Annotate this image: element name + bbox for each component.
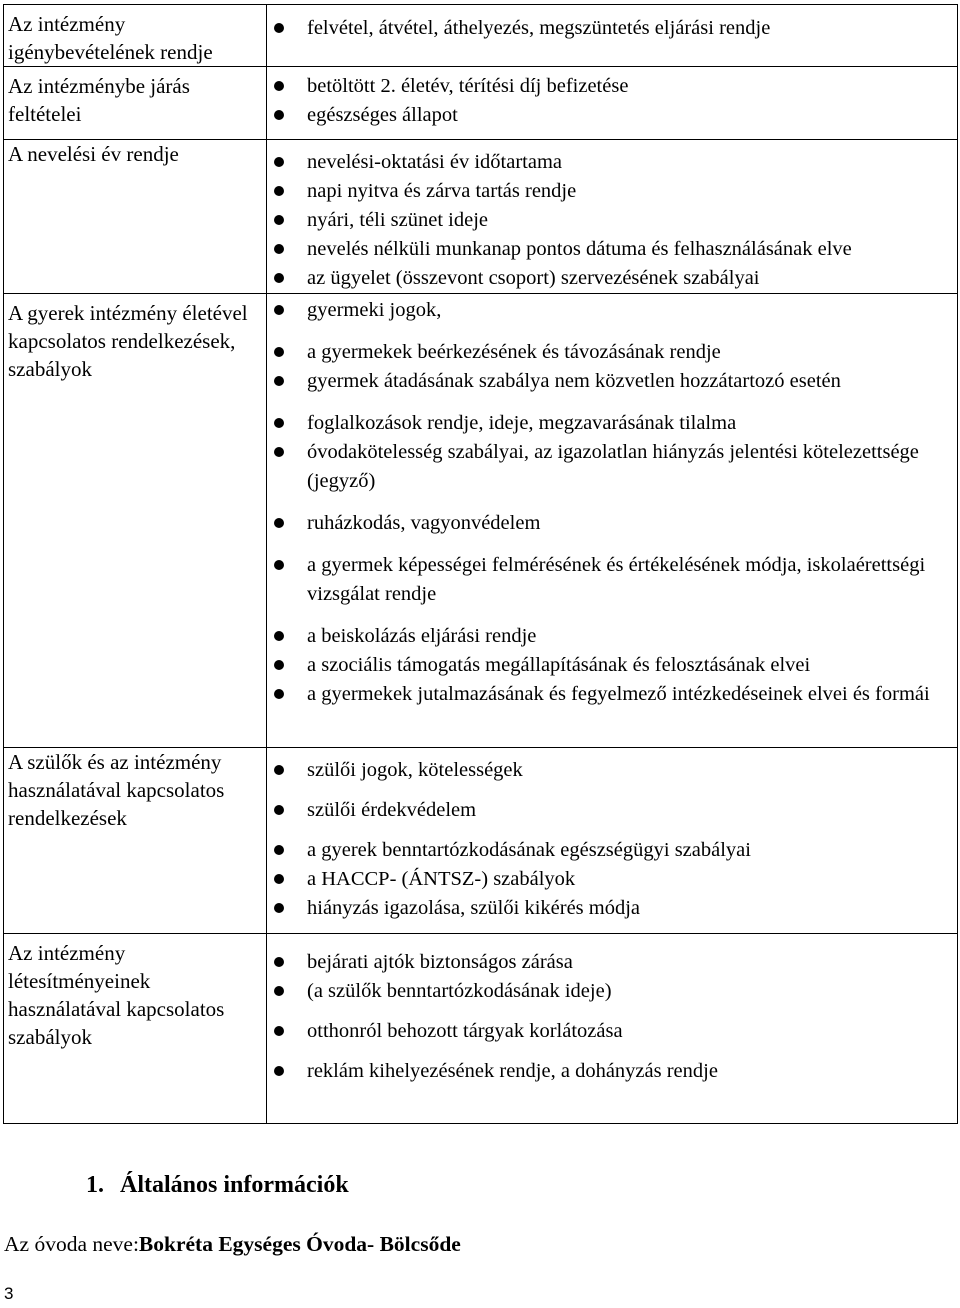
list-item-text: a HACCP- (ÁNTSZ-) szabályok — [307, 868, 576, 890]
list-item — [267, 438, 957, 496]
bullet-icon — [274, 376, 284, 386]
list-item-text: reklám kihelyezésének rendje, a dohányzás rendje — [307, 1060, 718, 1082]
list-item-text: (a szülők benntartózkodásának ideje) — [307, 980, 612, 1002]
group-spacer — [267, 785, 957, 796]
list-item — [267, 551, 957, 609]
bullet-icon — [274, 560, 284, 570]
list-item-text: szülői érdekvédelem — [307, 799, 477, 821]
bullet-group — [267, 948, 957, 1006]
bullet-icon — [274, 957, 284, 967]
bullet-group — [267, 620, 957, 709]
row-label: A nevelési év rendje — [4, 140, 267, 294]
bullet-icon — [274, 1066, 284, 1076]
group-spacer — [267, 396, 957, 407]
section-number: 1. — [86, 1172, 104, 1198]
list-item-text: bejárati ajtók biztonságos zárása — [307, 951, 573, 973]
list-item — [267, 148, 957, 177]
list-item — [267, 177, 957, 206]
bullet-icon — [274, 631, 284, 641]
bullet-group — [267, 67, 957, 130]
list-item — [267, 680, 957, 709]
bullet-icon — [274, 244, 284, 254]
bullet-icon — [274, 660, 284, 670]
list-item-text: felvétel, átvétel, áthelyezés, megszüntetés eljárási rendje — [307, 17, 771, 39]
list-item — [267, 622, 957, 651]
bullet-icon — [274, 110, 284, 120]
group-spacer — [267, 496, 957, 507]
row-label: Az intézménybe járás feltételei — [4, 67, 267, 140]
bullet-icon — [274, 157, 284, 167]
list-item — [267, 865, 957, 894]
table-row — [4, 748, 958, 934]
list-item — [267, 409, 957, 438]
group-spacer — [267, 538, 957, 549]
row-label: Az intézmény létesítményeinek használatával kapcsolatos szabályok — [4, 934, 267, 1124]
bullet-icon — [274, 874, 284, 884]
list-item-text: a gyermekek beérkezésének és távozásának rendje — [307, 341, 721, 363]
row-label: Az intézmény igénybevételének rendje — [4, 5, 267, 67]
list-item-text: a gyermekek jutalmazásának és fegyelmező intézkedéseinek elvei és formái — [307, 683, 930, 705]
group-spacer — [267, 1046, 957, 1057]
bullet-icon — [274, 23, 284, 33]
list-item-text: a szociális támogatás megállapításának és felosztásának elvei — [307, 654, 811, 676]
school-name-line — [4, 1232, 461, 1257]
bullet-group — [267, 407, 957, 496]
list-item — [267, 235, 957, 264]
list-item-text: egészséges állapot — [307, 104, 458, 126]
table-row — [4, 294, 958, 748]
list-item-text: a gyermek képességei felmérésének és értékelésének módja, iskolaérettségi vizsgálat rendje — [307, 554, 926, 605]
group-spacer — [267, 609, 957, 620]
list-item-text: gyermek átadásának szabálya nem közvetlen hozzátartozó esetén — [307, 370, 841, 392]
bullet-group — [267, 836, 957, 923]
bullet-icon — [274, 273, 284, 283]
list-item-text: a gyerek benntartózkodásának egészségügyi szabályai — [307, 839, 751, 861]
row-items — [267, 140, 958, 294]
list-item — [267, 264, 957, 293]
list-item — [267, 1057, 957, 1086]
row-items — [267, 5, 958, 67]
list-item — [267, 756, 957, 785]
bullet-group — [267, 507, 957, 538]
list-item-text: otthonról behozott tárgyak korlátozása — [307, 1020, 623, 1042]
list-item — [267, 796, 957, 825]
bullet-group — [267, 549, 957, 609]
bullet-icon — [274, 845, 284, 855]
row-items — [267, 748, 958, 934]
table-row — [4, 140, 958, 294]
row-label: A szülők és az intézmény használatával kapcsolatos rendelkezések — [4, 748, 267, 934]
bullet-icon — [274, 903, 284, 913]
bullet-icon — [274, 1026, 284, 1036]
table-row — [4, 934, 958, 1124]
bullet-group — [267, 756, 957, 785]
school-name-value: Bokréta Egységes Óvoda- Bölcsőde — [138, 1232, 461, 1256]
list-item-text: óvodakötelesség szabályai, az igazolatlan hiányzás jelentési kötelezettsége (jegyző) — [307, 441, 919, 492]
bullet-group — [267, 1017, 957, 1046]
list-item-text: nevelési-oktatási év időtartama — [307, 151, 563, 173]
list-item-text: nevelés nélküli munkanap pontos dátuma és felhasználásának elve — [307, 238, 852, 260]
bullet-group — [267, 796, 957, 825]
bullet-group — [267, 294, 957, 325]
bullet-icon — [274, 81, 284, 91]
list-item-text: foglalkozások rendje, ideje, megzavarásának tilalma — [307, 412, 737, 434]
list-item-text: szülői jogok, kötelességek — [307, 759, 523, 781]
bullet-icon — [274, 518, 284, 528]
bullet-icon — [274, 347, 284, 357]
bullet-icon — [274, 305, 284, 315]
list-item — [267, 72, 957, 101]
bullet-group — [267, 336, 957, 396]
page-number: 3 — [4, 1284, 14, 1303]
bullet-group — [267, 1057, 957, 1086]
list-item-text: betöltött 2. életév, térítési díj befizetése — [307, 75, 629, 97]
bullet-group — [267, 5, 957, 43]
table-row — [4, 5, 958, 67]
group-spacer — [267, 325, 957, 336]
school-name-label: Az óvoda neve: — [4, 1232, 139, 1256]
list-item — [267, 894, 957, 923]
bullet-icon — [274, 986, 284, 996]
table-row — [4, 67, 958, 140]
list-item-text: gyermeki jogok, — [307, 299, 442, 321]
list-item — [267, 367, 957, 396]
bullet-icon — [274, 765, 284, 775]
bullet-group — [267, 140, 957, 293]
row-items — [267, 934, 958, 1124]
list-item — [267, 338, 957, 367]
list-item-text: hiányzás igazolása, szülői kikérés módja — [307, 897, 641, 919]
list-item-text: ruházkodás, vagyonvédelem — [307, 512, 541, 534]
list-item — [267, 948, 957, 977]
row-items — [267, 294, 958, 748]
row-label: A gyerek intézmény életével kapcsolatos rendelkezések, szabályok — [4, 294, 267, 748]
list-item — [267, 101, 957, 130]
bullet-icon — [274, 805, 284, 815]
list-item-text: az ügyelet (összevont csoport) szervezésének szabályai — [307, 267, 760, 289]
list-item — [267, 206, 957, 235]
list-item-text: a beiskolázás eljárási rendje — [307, 625, 537, 647]
list-item — [267, 977, 957, 1006]
bullet-icon — [274, 186, 284, 196]
group-spacer — [267, 825, 957, 836]
bullet-icon — [274, 215, 284, 225]
bullet-icon — [274, 689, 284, 699]
list-item — [267, 509, 957, 538]
list-item-text: napi nyitva és zárva tartás rendje — [307, 180, 577, 202]
bullet-icon — [274, 418, 284, 428]
rules-table-body — [4, 5, 958, 1124]
bullet-icon — [274, 447, 284, 457]
list-item — [267, 14, 957, 43]
row-items — [267, 67, 958, 140]
list-item — [267, 651, 957, 680]
list-item-text: nyári, téli szünet ideje — [307, 209, 489, 231]
group-spacer — [267, 1006, 957, 1017]
list-item — [267, 1017, 957, 1046]
section-title: Általános információk — [120, 1172, 349, 1198]
list-item — [267, 836, 957, 865]
list-item — [267, 296, 957, 325]
rules-table — [3, 4, 958, 1124]
section-heading — [86, 1172, 349, 1199]
